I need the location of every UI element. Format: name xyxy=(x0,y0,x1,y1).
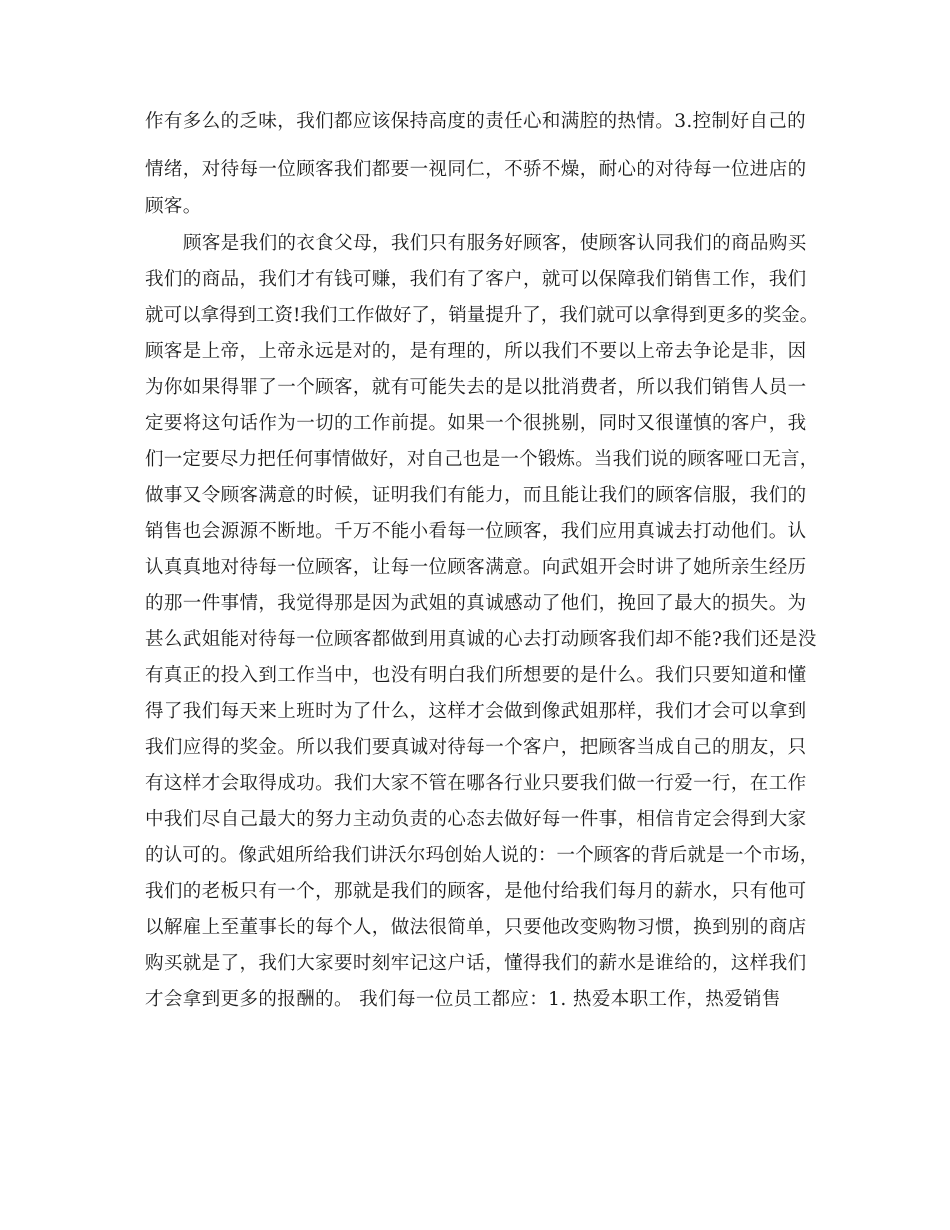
text-line: 得了我们每天来上班时为了什么，这样才会做到像武姐那样，我们才会可以拿到 xyxy=(145,701,807,722)
text-line: 有这样才会取得成功。我们大家不管在哪各行业只要我们做一行爱一行，在工作 xyxy=(145,773,807,794)
text-line: 以解雇上至董事长的每个人，做法很简单，只要他改变购物习惯，换到别的商店 xyxy=(145,917,807,938)
text-line: 的那一件事情，我觉得那是因为武姐的真诚感动了他们，挽回了最大的损失。为 xyxy=(145,593,807,614)
text-line: 情绪，对待每一位顾客我们都要一视同仁，不骄不燥，耐心的对待每一位进店的 xyxy=(145,159,807,180)
text-line: 销售也会源源不断地。千万不能小看每一位顾客，我们应用真诚去打动他们。认 xyxy=(145,521,807,542)
paragraph-first-line: 顾客是我们的衣食父母，我们只有服务好顾客，使顾客认同我们的商品购买 xyxy=(183,233,807,254)
text-line: 作有多么的乏味，我们都应该保持高度的责任心和满腔的热情。3.控制好自己的 xyxy=(145,111,807,132)
text-line: 我们的商品，我们才有钱可赚，我们有了客户，就可以保障我们销售工作，我们 xyxy=(145,269,807,290)
text-line: 我们的老板只有一个，那就是我们的顾客，是他付给我们每月的薪水，只有他可 xyxy=(145,881,807,902)
text-line: 顾客。 xyxy=(145,196,202,217)
text-line: 的认可的。像武姐所给我们讲沃尔玛创始人说的：一个顾客的背后就是一个市场， xyxy=(145,845,819,866)
text-line: 就可以拿得到工资!我们工作做好了，销量提升了，我们就可以拿得到更多的奖金。 xyxy=(145,305,819,326)
text-line: 购买就是了，我们大家要时刻牢记这户话，懂得我们的薪水是谁给的，这样我们 xyxy=(145,953,807,974)
text-line: 为你如果得罪了一个顾客，就有可能失去的是以批消费者，所以我们销售人员一 xyxy=(145,377,807,398)
text-line: 甚么武姐能对待每一位顾客都做到用真诚的心去打动顾客我们却不能?我们还是没 xyxy=(145,629,817,650)
text-line: 我们应得的奖金。所以我们要真诚对待每一个客户，把顾客当成自己的朋友，只 xyxy=(145,737,807,758)
text-line: 才会拿到更多的报酬的。 我们每一位员工都应：1. 热爱本职工作，热爱销售 xyxy=(145,989,781,1010)
text-line: 们一定要尽力把任何事情做好，对自己也是一个锻炼。当我们说的顾客哑口无言， xyxy=(145,449,819,470)
text-line: 有真正的投入到工作当中，也没有明白我们所想要的是什么。我们只要知道和懂 xyxy=(145,665,807,686)
text-line: 顾客是上帝，上帝永远是对的，是有理的，所以我们不要以上帝去争论是非，因 xyxy=(145,341,807,362)
text-line: 认真真地对待每一位顾客，让每一位顾客满意。向武姐开会时讲了她所亲生经历 xyxy=(145,557,807,578)
text-line: 中我们尽自己最大的努力主动负责的心态去做好每一件事，相信肯定会得到大家 xyxy=(145,809,807,830)
text-line: 做事又令顾客满意的时候，证明我们有能力，而且能让我们的顾客信服，我们的 xyxy=(145,485,807,506)
text-line: 定要将这句话作为一切的工作前提。如果一个很挑剔，同时又很谨慎的客户，我 xyxy=(145,413,807,434)
